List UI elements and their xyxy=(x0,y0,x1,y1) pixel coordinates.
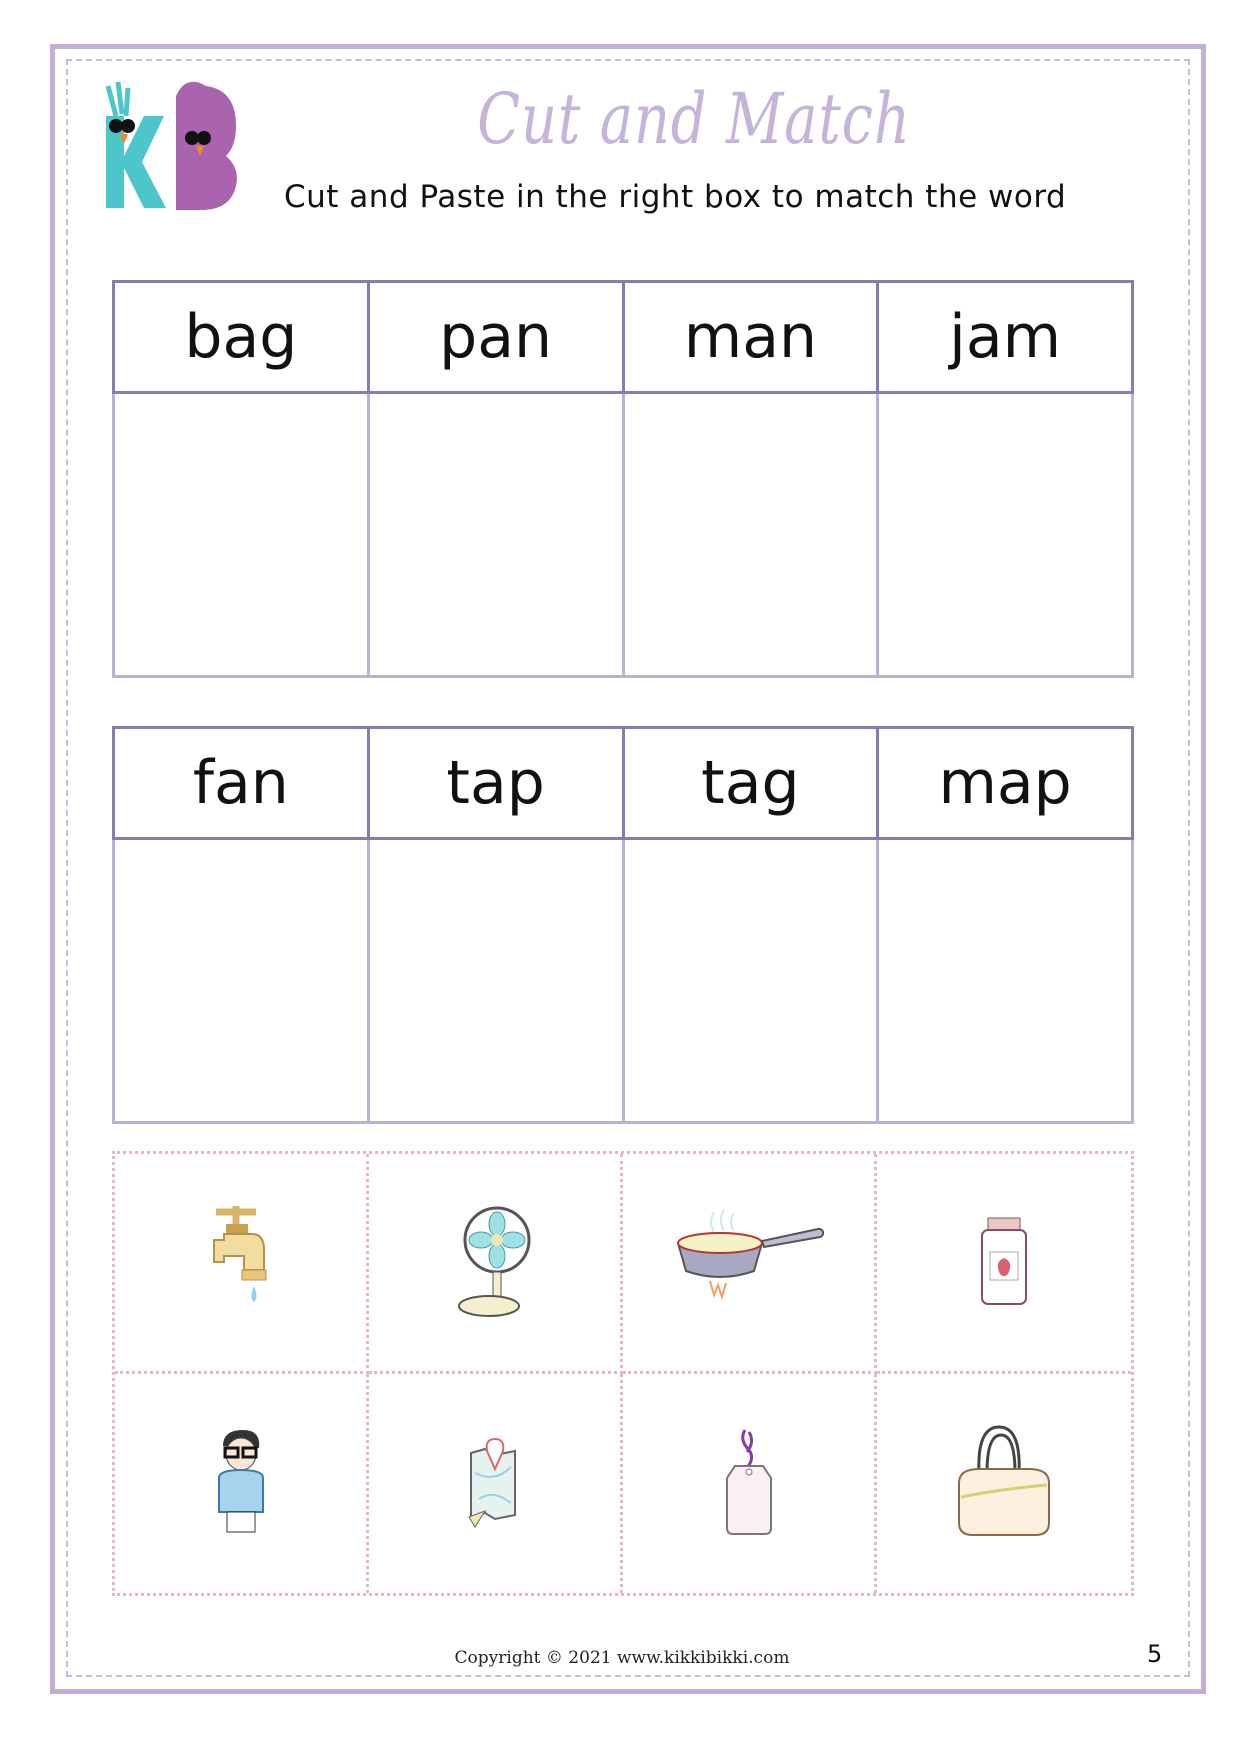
copyright: Copyright © 2021 www.kikkibikki.com xyxy=(454,1648,790,1668)
word-tag: tag xyxy=(623,728,878,839)
paste-box[interactable] xyxy=(114,393,369,677)
jam-icon xyxy=(974,1212,1034,1312)
cutout-pan[interactable] xyxy=(623,1154,877,1374)
tap-icon xyxy=(196,1202,286,1322)
map-icon xyxy=(465,1433,525,1533)
word-tap: tap xyxy=(368,728,623,839)
word-table-2 xyxy=(112,726,1134,1124)
instructions: Cut and Paste in the right box to match the word xyxy=(284,179,1067,215)
paste-box[interactable] xyxy=(878,393,1133,677)
word-map: map xyxy=(878,728,1133,839)
paste-box[interactable] xyxy=(623,393,878,677)
cutout-tap[interactable] xyxy=(115,1154,369,1374)
paste-box[interactable] xyxy=(623,839,878,1123)
paste-box[interactable] xyxy=(368,393,623,677)
cutout-jam[interactable] xyxy=(877,1154,1131,1374)
bag-icon xyxy=(949,1423,1059,1543)
kb-logo-icon xyxy=(88,76,244,210)
word-pan: pan xyxy=(368,282,623,393)
word-table-1 xyxy=(112,280,1134,678)
word-jam: jam xyxy=(878,282,1133,393)
cutout-fan[interactable] xyxy=(369,1154,623,1374)
paste-box[interactable] xyxy=(114,839,369,1123)
paste-box[interactable] xyxy=(368,839,623,1123)
word-bag: bag xyxy=(114,282,369,393)
cutout-bag[interactable] xyxy=(877,1374,1131,1594)
paste-box[interactable] xyxy=(878,839,1133,1123)
cutout-grid xyxy=(112,1151,1134,1596)
word-fan: fan xyxy=(114,728,369,839)
word-man: man xyxy=(623,282,878,393)
page-title: Cut and Match xyxy=(477,78,911,160)
cutout-map[interactable] xyxy=(369,1374,623,1594)
pan-icon xyxy=(674,1207,824,1317)
fan-icon xyxy=(455,1202,535,1322)
cutout-man[interactable] xyxy=(115,1374,369,1594)
man-icon xyxy=(211,1428,271,1538)
page-number: 5 xyxy=(1147,1640,1163,1668)
cutout-tag[interactable] xyxy=(623,1374,877,1594)
tag-icon xyxy=(719,1428,779,1538)
